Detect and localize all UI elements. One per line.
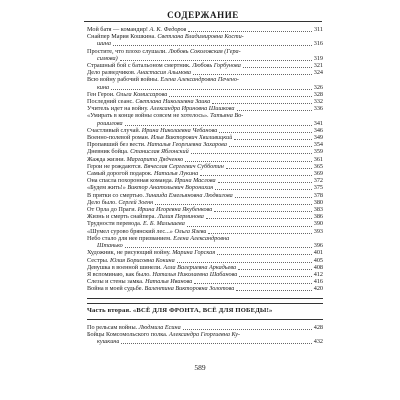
toc-entry-author: Елена Александровна Печено- [160, 76, 239, 84]
toc-entry-author: А. К. Федоров [149, 26, 187, 33]
toc-entry [87, 177, 323, 184]
toc-entry-author: Зинаида Емельяновна Людвигова [145, 191, 233, 199]
toc-entry-page: 346 [313, 126, 323, 134]
dot-leader [219, 132, 311, 133]
toc-entry-title [87, 199, 153, 206]
toc-entry [87, 213, 323, 220]
page-number: 589 [194, 363, 206, 372]
toc-entry-author: Александра Георгиевна Ку- [168, 330, 241, 338]
toc-entry-author: Наталья Георгиевна Захарова [147, 141, 227, 149]
toc-entry [87, 33, 323, 40]
toc-entry-author: Сергей Зоенн [118, 198, 154, 206]
toc-entry-title-text: Бойцы Комсомольского полка. [87, 330, 169, 338]
toc-entry-page: 328 [313, 90, 323, 98]
toc-entry-author: Светлана Николаевна Заика [135, 98, 211, 106]
dot-leader [214, 211, 311, 212]
toc-entry-page: 372 [313, 177, 323, 185]
toc-entry-title-text: В прятки со смертью. [87, 191, 146, 199]
toc-entry-author: Станислав Яблонский [130, 148, 189, 156]
toc-entry-title [87, 105, 235, 112]
toc-entry-page: 378 [313, 191, 323, 199]
dot-leader [237, 110, 312, 111]
dot-leader [155, 204, 312, 205]
toc-entry [87, 91, 323, 98]
toc-entry-title [87, 235, 229, 242]
toc-entry-author-cont [87, 338, 323, 345]
toc-entry-author-cont [87, 40, 323, 47]
toc-entry-title [87, 134, 232, 141]
toc-entry-author-cont [87, 84, 323, 91]
dot-leader [234, 139, 311, 140]
toc-entry-title [87, 213, 204, 220]
toc-entry [87, 235, 323, 242]
toc-entry-author-cont: рошилова [97, 119, 123, 127]
toc-entry-page: 354 [313, 141, 323, 149]
toc-entry-author-cont: симова) [97, 54, 118, 62]
toc-entry-title-text: Дело разведчиков. [87, 69, 137, 77]
toc-entry-page: 336 [313, 105, 323, 113]
dot-leader [113, 45, 312, 46]
toc-entry-author: Анастасия Алымова [136, 69, 192, 77]
toc-entry [87, 331, 323, 338]
toc-entry [87, 184, 323, 191]
dot-leader [187, 226, 312, 227]
dot-leader [185, 161, 312, 162]
toc-entry-title-text: «Умирать в конце войны совсем не хотелось». [87, 112, 211, 120]
toc-entry-title-text: Война в моей судьбе. [87, 285, 145, 293]
toc-entry-title [87, 112, 243, 119]
toc-entry-title-text: Военно-полевой роман. [87, 134, 151, 142]
dot-leader [206, 218, 312, 219]
toc-entry-title-text: Пропавший без вести. [87, 141, 148, 149]
toc-entry-title [87, 249, 215, 256]
toc-entry-title-text: Сестры. [87, 256, 110, 264]
dot-leader [217, 254, 312, 255]
toc-entry-title [87, 192, 233, 199]
toc-entry [87, 62, 323, 69]
toc-entry-title [87, 257, 175, 264]
toc-entry [87, 105, 323, 112]
toc-entry-author: Виктор Анатольевич Воронихин [127, 184, 214, 192]
dot-leader [212, 103, 312, 104]
dot-leader [183, 329, 312, 330]
dot-leader [125, 247, 312, 248]
toc-entry-title-text: Дневник бойца. [87, 148, 131, 156]
dot-leader [169, 96, 311, 97]
toc-entry-title-text: Небо стало для нее призванием. [87, 234, 174, 242]
toc-entry-title [87, 331, 240, 338]
toc-entry-author: Любовь Соколовская (Гера- [168, 47, 241, 55]
toc-entry [87, 76, 323, 83]
toc-entry-page: 311 [313, 26, 323, 33]
toc-entry-title [87, 264, 236, 271]
dot-leader [243, 67, 312, 68]
toc-entry-page: 349 [313, 134, 323, 142]
toc-entry [87, 206, 323, 213]
dot-leader [120, 60, 312, 61]
dot-leader [194, 283, 311, 284]
toc-entry-page: 361 [313, 155, 323, 163]
toc-entry-page: 420 [313, 285, 323, 293]
toc-entry-page: 390 [313, 220, 323, 228]
toc-entry-author: Наталья Николаевна Шабанова [152, 270, 238, 278]
toc-entry-author: Елена Александровна [173, 234, 230, 242]
toc-entry-title-text: Я вспоминаю, как было. [87, 270, 153, 278]
part-two-heading: Часть вторая. «ВСЁ ДЛЯ ФРОНТА, ВСЁ ДЛЯ ПОБЕДЫ!» [87, 303, 323, 314]
contents-header: СОДЕРЖАНИЕ [84, 9, 322, 22]
toc-entry-title-text: Жизнь и смерть снайпера. [87, 213, 158, 221]
toc-entry-title [87, 26, 186, 33]
toc-entry-page: 365 [313, 162, 323, 170]
toc-entry-author-cont: Штанько [97, 242, 123, 250]
toc-entry-page: 401 [313, 249, 323, 257]
toc-entry [87, 249, 323, 256]
toc-entry [87, 156, 323, 163]
part-divider [87, 314, 323, 320]
toc-entry-author: Е. Б. Малышева [142, 220, 185, 228]
toc-entry [87, 271, 323, 278]
toc-entry-author: Маргарита Дядченко [126, 155, 184, 163]
toc-entry-title [87, 324, 181, 331]
part-divider [87, 293, 323, 299]
toc-entry-title-text: Страшный бой с батальоном смертник. [87, 62, 193, 70]
toc-entry-title [87, 220, 185, 227]
toc-entry-title [87, 228, 206, 235]
toc-entry-title-text: От Орла до Праги. [87, 206, 138, 214]
toc-entry-title-text: Всю войну рабочий войны. [87, 76, 161, 84]
toc-entry-title-text: Последний сеанс. [87, 98, 136, 106]
toc-entry-author-cont [87, 55, 323, 62]
toc-entry-author: Ирина Маслова [174, 177, 216, 185]
toc-entry-page: 375 [313, 184, 323, 192]
toc-entry [87, 257, 323, 264]
toc-entry-page: 383 [313, 206, 323, 214]
dot-leader [218, 182, 312, 183]
toc-entry-page: 432 [313, 338, 323, 346]
toc-entry-author: Ольга Комиссарова [116, 90, 168, 98]
toc-entry-title [87, 271, 237, 278]
toc-entry-author: Илья Викторович Хвиливицкий [150, 134, 233, 142]
toc-entry-title [87, 62, 241, 69]
toc-entry-title [87, 33, 244, 40]
toc-entry-page: 405 [313, 256, 323, 264]
toc-entry [87, 170, 323, 177]
dot-leader [238, 269, 312, 270]
toc-entry-title-text: Слезы и стены замка. [87, 278, 146, 286]
toc-entry [87, 324, 323, 331]
toc-entry [87, 285, 323, 292]
toc-entry-author: Ольга Язева [174, 227, 207, 235]
dot-leader [193, 74, 312, 75]
toc-entry-page: 408 [313, 263, 323, 271]
dot-leader [215, 189, 311, 190]
toc-entry-title-text: Герои не рождаются. [87, 162, 144, 170]
toc-entry-title-text: Трудности перевода. [87, 220, 143, 228]
toc-entry [87, 141, 323, 148]
dot-leader [229, 146, 312, 147]
toc-entry-title [87, 91, 167, 98]
dot-leader [121, 343, 311, 344]
toc-entry-author: Ирина Николаевна Чебанова [141, 126, 218, 134]
toc-entry-title-text: Простите, что плохо слушали. [87, 47, 169, 55]
table-of-contents [87, 26, 323, 345]
toc-entry-author: Вячеслав Сергеевич Субботин [143, 162, 224, 170]
toc-entry-title [87, 127, 217, 134]
toc-entry-page: 369 [313, 170, 323, 178]
dot-leader [208, 233, 311, 234]
toc-entry-title-text: Счастливый случай. [87, 126, 142, 134]
dot-leader [191, 153, 312, 154]
toc-entry-title [87, 177, 216, 184]
toc-entry [87, 228, 323, 235]
toc-entry-title-text: Девушка в военной шинели. [87, 263, 164, 271]
toc-entry-page: 380 [313, 198, 323, 206]
dot-leader [236, 290, 311, 291]
toc-entry-title-text: Она спасла похоронная команда. [87, 177, 175, 185]
toc-entry-title [87, 184, 213, 191]
toc-entry-author: Валентина Викторовна Золотова [144, 285, 235, 293]
toc-entry-title [87, 170, 198, 177]
toc-entry-page: 386 [313, 213, 323, 221]
toc-entry-author: Наталья Иванова [145, 278, 193, 286]
toc-entry-author-cont: кина [97, 83, 110, 91]
toc-entry-page: 319 [313, 54, 323, 62]
dot-leader [177, 262, 312, 263]
toc-entry-page: 359 [313, 148, 323, 156]
toc-entry-title [87, 148, 189, 155]
toc-entry-title-text: По рельсам войны. [87, 323, 139, 331]
toc-entry-author: Лилия Перминова [157, 213, 204, 221]
toc-entry [87, 127, 323, 134]
toc-entry-title-text: Художник, не рисующий войну. [87, 249, 173, 257]
toc-entry [87, 69, 323, 76]
toc-entry-author: Наталья Лукина [153, 170, 199, 178]
toc-entry-title [87, 206, 212, 213]
toc-entry-title-text: Дело было. [87, 198, 119, 206]
toc-entry-title [87, 278, 192, 285]
toc-entry-title [87, 163, 224, 170]
toc-entry-page: 428 [313, 323, 323, 331]
toc-entry-author: Ирина Игоревна Якубенкова [137, 206, 213, 214]
toc-entry-page: 316 [313, 40, 323, 48]
dot-leader [239, 276, 311, 277]
toc-entry-page: 396 [313, 242, 323, 250]
toc-entry-page: 416 [313, 278, 323, 286]
toc-entry-title [87, 69, 191, 76]
toc-entry-title-text: Жажда жизни. [87, 155, 127, 163]
toc-entry [87, 26, 323, 33]
toc-entry [87, 220, 323, 227]
toc-entry-page: 412 [313, 270, 323, 278]
toc-entry-author-cont [87, 120, 323, 127]
toc-entry-author-cont: кушкина [97, 338, 120, 346]
toc-entry-title [87, 285, 234, 292]
toc-entry-page: 321 [313, 62, 323, 70]
toc-entry-page: 341 [313, 119, 323, 127]
dot-leader [188, 31, 312, 32]
dot-leader [200, 175, 312, 176]
toc-entry [87, 112, 323, 119]
dot-leader [226, 168, 312, 169]
toc-entry-page: 393 [313, 227, 323, 235]
toc-entry-title [87, 76, 239, 83]
toc-entry-title [87, 98, 210, 105]
toc-entry-author: Татьяна Во- [210, 112, 244, 120]
toc-entry-author: Алла Валериевна Аркадьева [163, 263, 237, 271]
toc-entry-title-text: «Будем жить!» [87, 184, 128, 192]
dot-leader [235, 197, 312, 198]
toc-entry-title [87, 156, 183, 163]
toc-entry-title-text: Самый дорогой подарок. [87, 170, 154, 178]
toc-entry [87, 264, 323, 271]
dot-leader [111, 89, 312, 90]
toc-entry-author: Светлана Владимировна Кости- [157, 33, 244, 41]
dot-leader [125, 125, 312, 126]
toc-entry [87, 48, 323, 55]
toc-entry-author-cont: шина [97, 40, 111, 48]
toc-entry-title-text: Снайпер Мария Кошкина. [87, 33, 158, 41]
toc-entry-author: Юлия Борисовна Кокина [109, 256, 175, 264]
toc-entry [87, 134, 323, 141]
toc-entry-page: 332 [313, 98, 323, 106]
toc-entry [87, 163, 323, 170]
toc-entry-title [87, 48, 241, 55]
toc-entry [87, 98, 323, 105]
toc-entry [87, 278, 323, 285]
toc-entry-author-cont [87, 242, 323, 249]
toc-entry-title-text: Мой батя — командир! [87, 26, 150, 33]
toc-entry [87, 192, 323, 199]
toc-entry-author: Александра Ириновна Шишкова [149, 105, 235, 113]
toc-entry [87, 148, 323, 155]
toc-entry-page: 326 [313, 83, 323, 91]
toc-entry-author: Людмила Есина [138, 323, 181, 331]
toc-entry-author: Любовь Горбунова [192, 62, 241, 70]
toc-entry-title [87, 141, 227, 148]
toc-entry-page: 324 [313, 69, 323, 77]
toc-entry-author: Марина Горская [172, 249, 216, 257]
toc-entry-title-text: Ген Герои. [87, 90, 117, 98]
toc-list-part-two [87, 324, 323, 346]
toc-entry-title-text: «Шумел сурово брянский лес...» [87, 227, 175, 235]
toc-entry [87, 199, 323, 206]
toc-list-part-one [87, 26, 323, 293]
toc-entry-title-text: Учитель идет на войну. [87, 105, 150, 113]
